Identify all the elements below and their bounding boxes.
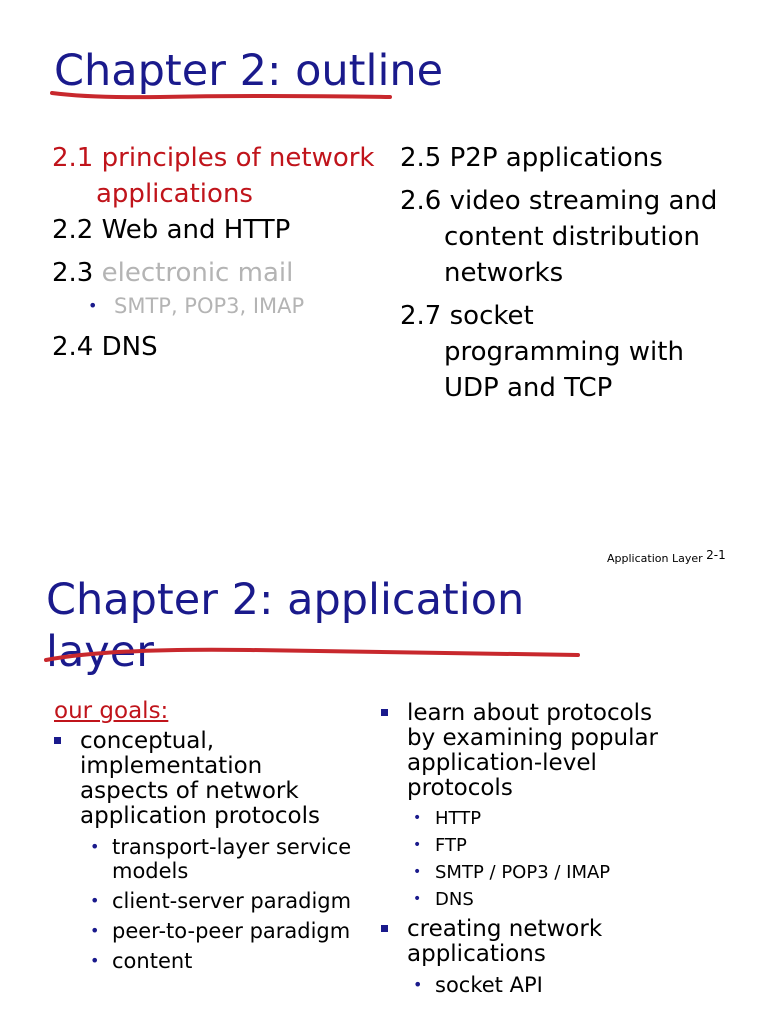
outline-subitem-text: SMTP, POP3, IMAP [114, 294, 305, 318]
bullet-dot-icon: • [90, 951, 100, 970]
api-item-text: socket API [435, 973, 543, 997]
goal-bullet-text: creating network applications [407, 916, 603, 967]
outline-item-text: DNS [101, 332, 158, 362]
square-bullet-icon [54, 737, 61, 744]
outline-item-text: socket programming with UDP and TCP [444, 301, 684, 403]
bullet-dot-icon: • [413, 810, 422, 826]
outline-item-text: electronic mail [101, 258, 294, 288]
protocol-item [409, 886, 671, 913]
bullet-dot-icon: • [413, 975, 423, 994]
outline-item-num: 2.3 [52, 258, 94, 288]
outline-item-text: P2P applications [449, 143, 663, 173]
api-sublist [381, 973, 671, 997]
goal-subitem-text: client-server paradigm [112, 889, 352, 913]
bullet-dot-icon: • [90, 891, 100, 910]
protocol-item-text: SMTP / POP3 / IMAP [435, 862, 611, 883]
outline-item-num: 2.6 [400, 186, 442, 216]
goals-heading: our goals: [54, 698, 169, 724]
bullet-dot-icon: • [90, 921, 100, 940]
outline-item-num: 2.7 [400, 301, 442, 331]
goal-subitem [86, 919, 354, 943]
protocol-item-text: DNS [435, 889, 474, 910]
goal-subitem-text: transport-layer service models [112, 835, 352, 883]
outline-item-num: 2.2 [52, 215, 94, 245]
outline-item-num: 2.5 [400, 143, 442, 173]
goal-bullet [54, 729, 354, 829]
outline-item-text: video streaming and content distribution networks [444, 186, 718, 288]
outline-item-text: principles of network applications [96, 143, 375, 209]
goal-subitem-text: content [112, 949, 193, 973]
goal-bullet-text: learn about protocols by examining popular application-level protocols [407, 700, 659, 801]
footer-label: Application Layer [607, 552, 703, 565]
slide2-title-line2: layer [46, 627, 154, 677]
slide2-title-line1: Chapter 2: application [46, 575, 525, 625]
square-bullet-icon [381, 709, 388, 716]
goal-bullet-text: conceptual, implementation aspects of network application protocols [80, 728, 320, 829]
slide2-right-column [381, 701, 671, 1003]
goal-bullet [381, 917, 671, 967]
outline-item-text: Web and HTTP [101, 215, 291, 245]
goal-sublist [54, 835, 354, 973]
api-item [409, 973, 671, 997]
protocol-item-text: HTTP [435, 808, 482, 829]
protocol-item [409, 805, 671, 832]
protocol-item [409, 832, 671, 859]
goal-subitem [86, 949, 354, 973]
goal-subitem-text: peer-to-peer paradigm [112, 919, 351, 943]
goal-bullet [381, 701, 671, 801]
goal-subitem [86, 835, 354, 883]
protocol-item-text: FTP [435, 835, 467, 856]
bullet-dot-icon: • [413, 891, 422, 907]
goal-subitem [86, 889, 354, 913]
protocol-item [409, 859, 671, 886]
slide1-title: Chapter 2: outline [54, 46, 444, 96]
bullet-dot-icon: • [88, 296, 98, 315]
square-bullet-icon [381, 925, 388, 932]
slide2-left-column [54, 697, 354, 979]
bullet-dot-icon: • [90, 837, 100, 856]
outline-item-num: 2.1 [52, 143, 94, 173]
bullet-dot-icon: • [413, 837, 422, 853]
protocol-sublist [381, 805, 671, 913]
footer-page-number: 2-1 [706, 548, 726, 562]
outline-item-num: 2.4 [52, 332, 94, 362]
bullet-dot-icon: • [413, 864, 422, 880]
